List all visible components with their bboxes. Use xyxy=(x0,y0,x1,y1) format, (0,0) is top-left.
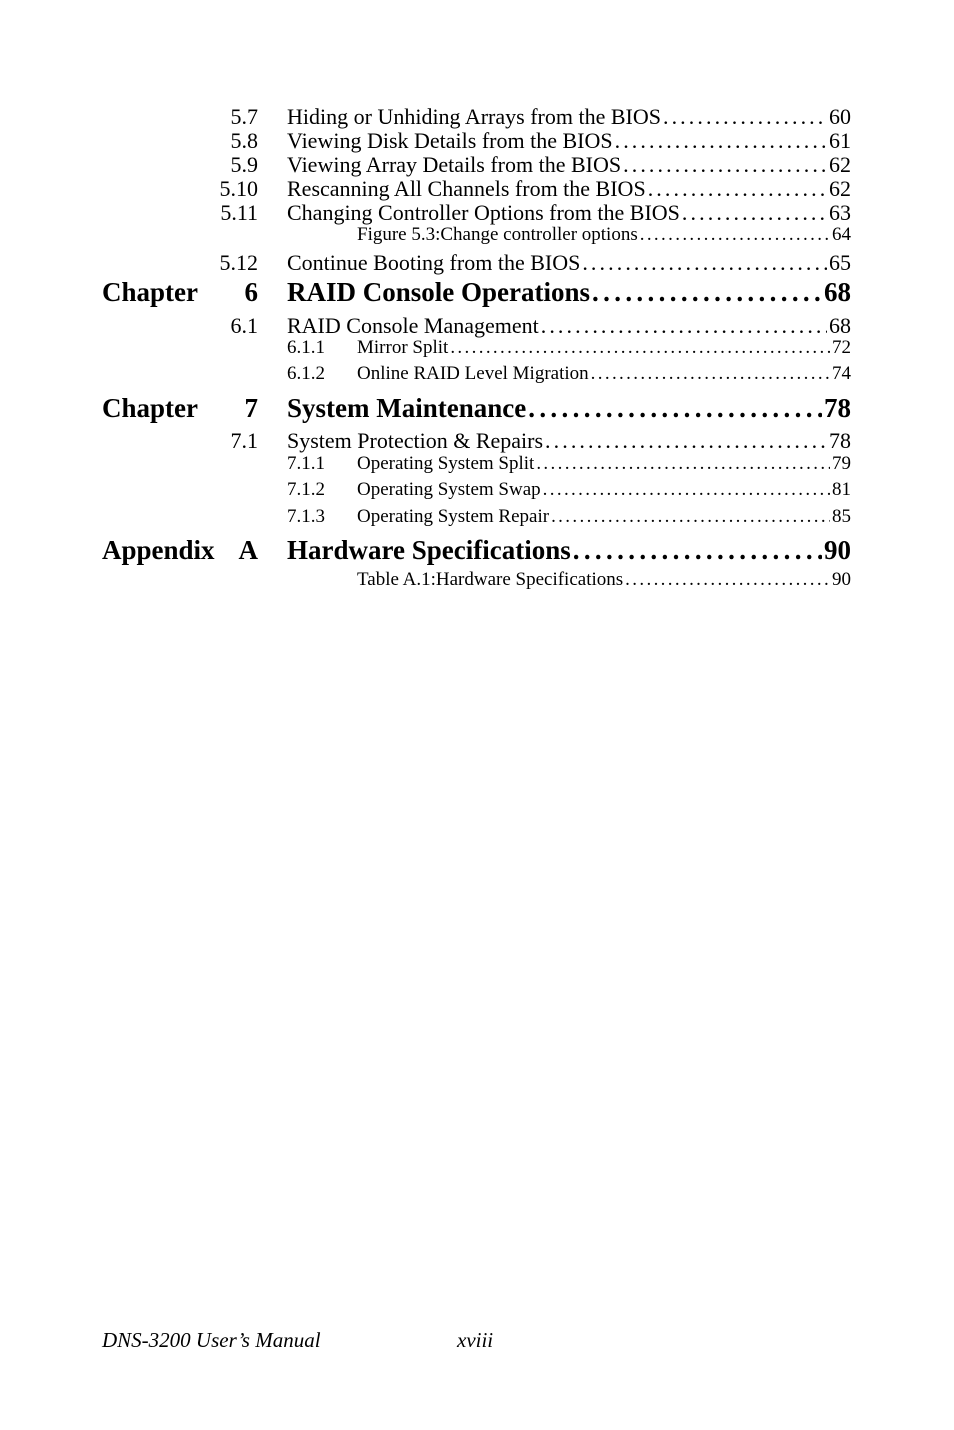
appendix-title: Hardware Specifications xyxy=(287,535,571,565)
dot-leader xyxy=(591,363,830,385)
dot-leader xyxy=(551,506,830,528)
toc-subentry[interactable] xyxy=(357,363,851,385)
appendix-letter: A xyxy=(238,535,258,565)
dot-leader xyxy=(663,104,827,130)
toc-subentry[interactable] xyxy=(357,479,851,501)
dot-leader xyxy=(450,337,830,359)
toc-entry-title: Mirror Split xyxy=(357,337,449,358)
toc-entry-title: Operating System Split xyxy=(357,453,535,474)
toc-entry-title: Rescanning All Channels from the BIOS xyxy=(287,176,646,201)
toc-entry-page: 90 xyxy=(832,569,851,590)
dot-leader xyxy=(543,479,830,501)
toc-entry-page: 64 xyxy=(832,224,851,245)
toc-entry-page: 81 xyxy=(832,479,851,500)
toc-subentry-number: 7.1.2 xyxy=(287,479,325,500)
toc-subentry-number: 6.1.1 xyxy=(287,337,325,358)
dot-leader xyxy=(623,152,827,178)
chapter-label: Chapter xyxy=(102,277,198,307)
toc-entry[interactable] xyxy=(287,128,851,154)
toc-entry-page: 72 xyxy=(832,337,851,358)
dot-leader xyxy=(573,535,822,566)
dot-leader xyxy=(541,313,827,339)
toc-entry-number: 7.1 xyxy=(230,428,258,453)
toc-entry-number: 5.10 xyxy=(219,176,258,201)
toc-entry-page: 85 xyxy=(832,506,851,527)
toc-entry-title: Figure 5.3:Change controller options xyxy=(357,224,638,245)
dot-leader xyxy=(648,176,827,202)
toc-entry[interactable] xyxy=(287,104,851,130)
toc-entry-page: 62 xyxy=(829,176,851,201)
dot-leader xyxy=(625,569,830,591)
toc-entry-number: 5.7 xyxy=(230,104,258,129)
appendix-label: Appendix xyxy=(102,535,215,565)
toc-appendix-entry[interactable] xyxy=(287,535,851,566)
appendix-page: 90 xyxy=(824,535,851,565)
toc-subentry[interactable] xyxy=(357,337,851,359)
toc-entry-title: Operating System Repair xyxy=(357,506,550,527)
toc-entry-title: Changing Controller Options from the BIOS xyxy=(287,200,680,225)
toc-entry-title: Continue Booting from the BIOS xyxy=(287,250,581,275)
toc-entry-number: 5.8 xyxy=(230,128,258,153)
toc-entry-page: 65 xyxy=(829,250,851,275)
chapter-label: Chapter xyxy=(102,393,198,423)
dot-leader xyxy=(592,277,822,308)
dot-leader xyxy=(682,200,827,226)
toc-entry[interactable] xyxy=(287,313,851,339)
toc-entry[interactable] xyxy=(287,152,851,178)
toc-entry[interactable] xyxy=(287,428,851,454)
toc-entry-page: 63 xyxy=(829,200,851,225)
toc-subentry-number: 6.1.2 xyxy=(287,363,325,384)
dot-leader xyxy=(615,128,827,154)
toc-entry[interactable] xyxy=(287,250,851,276)
toc-entry-page: 60 xyxy=(829,104,851,129)
toc-entry-number: 6.1 xyxy=(230,313,258,338)
toc-entry-title: Viewing Array Details from the BIOS xyxy=(287,152,622,177)
toc-entry[interactable] xyxy=(287,200,851,226)
chapter-number: 7 xyxy=(244,393,258,423)
toc-table-entry[interactable] xyxy=(357,569,851,591)
toc-entry-title: Operating System Swap xyxy=(357,479,541,500)
toc-subentry-number: 7.1.3 xyxy=(287,506,325,527)
chapter-title: System Maintenance xyxy=(287,393,527,423)
toc-entry-number: 5.9 xyxy=(230,152,258,177)
toc-entry-title: RAID Console Management xyxy=(287,313,539,338)
toc-entry-page: 79 xyxy=(832,453,851,474)
chapter-number: 6 xyxy=(244,277,258,307)
toc-entry[interactable] xyxy=(287,176,851,202)
toc-subentry[interactable] xyxy=(357,506,851,528)
dot-leader xyxy=(582,250,827,276)
toc-entry-page: 74 xyxy=(832,363,851,384)
toc-entry-number: 5.11 xyxy=(220,200,258,225)
footer-manual-title: DNS-3200 User’s Manual xyxy=(102,1328,321,1352)
toc-entry-page: 68 xyxy=(829,313,851,338)
toc-entry-title: System Protection & Repairs xyxy=(287,428,544,453)
dot-leader xyxy=(640,224,830,246)
dot-leader xyxy=(545,428,827,454)
toc-entry-title: Online RAID Level Migration xyxy=(357,363,589,384)
toc-entry-page: 62 xyxy=(829,152,851,177)
dot-leader xyxy=(536,453,830,475)
toc-entry-title: Table A.1:Hardware Specifications xyxy=(357,569,624,590)
toc-subentry[interactable] xyxy=(357,453,851,475)
toc-entry-number: 5.12 xyxy=(219,250,258,275)
toc-chapter-entry[interactable] xyxy=(287,277,851,308)
chapter-page: 68 xyxy=(824,277,851,307)
dot-leader xyxy=(528,393,822,424)
toc-entry-page: 78 xyxy=(829,428,851,453)
chapter-page: 78 xyxy=(824,393,851,423)
toc-entry-page: 61 xyxy=(829,128,851,153)
toc-subentry-number: 7.1.1 xyxy=(287,453,325,474)
toc-figure-entry[interactable] xyxy=(357,224,851,246)
toc-entry-title: Viewing Disk Details from the BIOS xyxy=(287,128,613,153)
chapter-title: RAID Console Operations xyxy=(287,277,591,307)
footer-page-number: xviii xyxy=(457,1328,494,1352)
toc-entry-title: Hiding or Unhiding Arrays from the BIOS xyxy=(287,104,661,129)
toc-chapter-entry[interactable] xyxy=(287,393,851,424)
